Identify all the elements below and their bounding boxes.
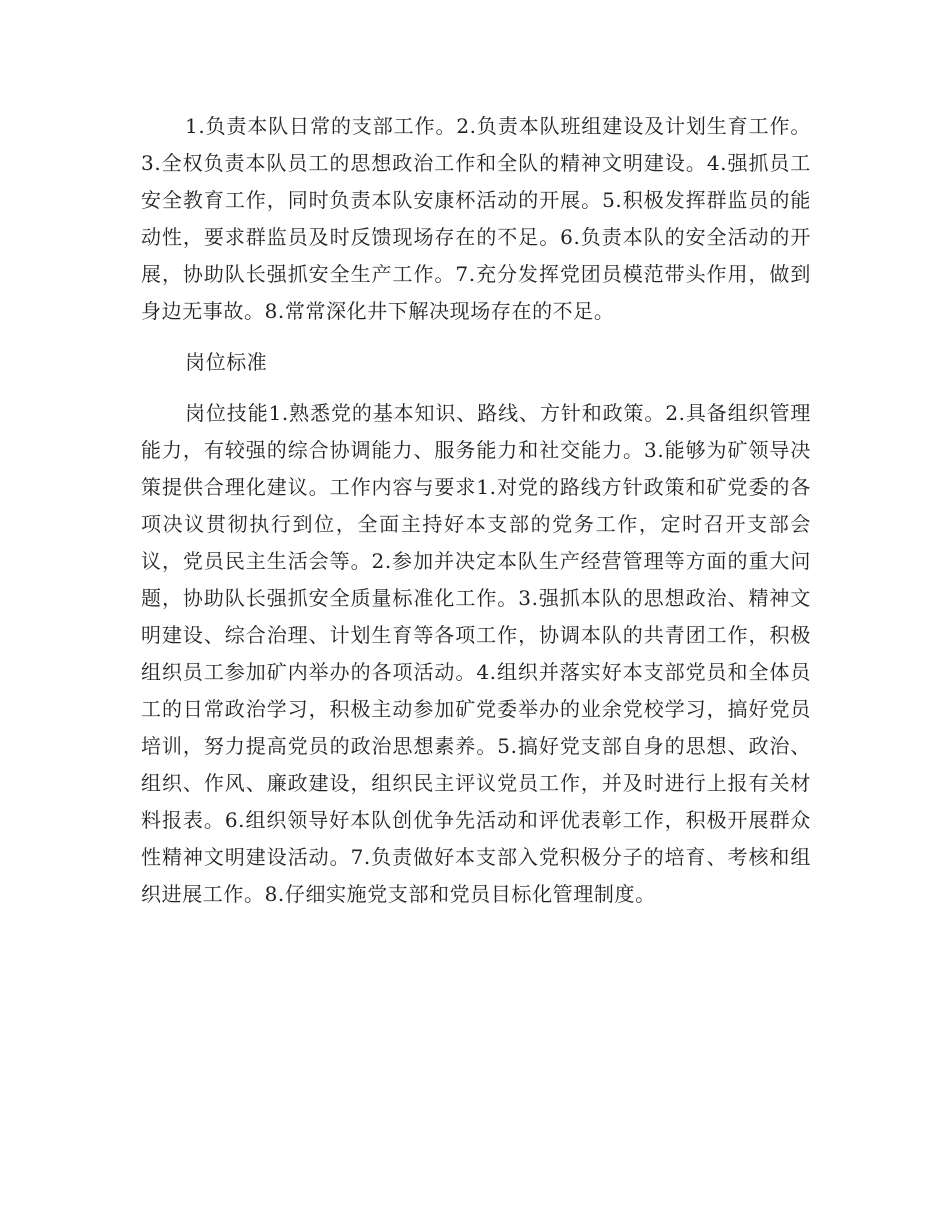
duties-paragraph: 1.负责本队日常的支部工作。2.负责本队班组建设及计划生育工作。3.全权负责本队员工的思想政治工作和全队的精神文明建设。4.强抓员工安全教育工作，同时负责本队安康杯活动的开展。5.积极发挥群监员的能动性，要求群监员及时反馈现场存在的不足。6.负责本队的安全活动的开展，协助队长强抓安全生产工作。7.充分发挥党团员模范带头作用，做到身边无事故。8.常常深化井下解决现场存在的不足。 [141, 114, 811, 323]
standards-paragraph: 岗位技能1.熟悉党的基本知识、路线、方针和政策。2.具备组织管理能力，有较强的综合协调能力、服务能力和社交能力。3.能够为矿领导决策提供合理化建议。工作内容与要求1.对党的路线方针政策和矿党委的各项决议贯彻执行到位，全面主持好本支部的党务工作，定时召开支部会议，党员民主生活会等。2.参加并决定本队生产经营管理等方面的重大问题，协助队长强抓安全质量标准化工作。3.强抓本队的思想政治、精神文明建设、综合治理、计划生育等各项工作，协调本队的共青团工作，积极组织员工参加矿内举办的各项活动。4.组织并落实好本支部党员和全体员工的日常政治学习，积极主动参加矿党委举办的业余党校学习，搞好党员培训，努力提高党员的政治思想素养。5.搞好党支部自身的思想、政治、组织、作风、廉政建设，组织民主评议党员工作，并及时进行上报有关材料报表。6.组织领导好本队创优争先活动和评优表彰工作，积极开展群众性精神文明建设活动。7.负责做好本支部入党积极分子的培育、考核和组织进展工作。8.仔细实施党支部和党员目标化管理制度。 [141, 401, 811, 906]
section-heading: 岗位标准 [185, 350, 268, 374]
document-body [141, 108, 811, 913]
